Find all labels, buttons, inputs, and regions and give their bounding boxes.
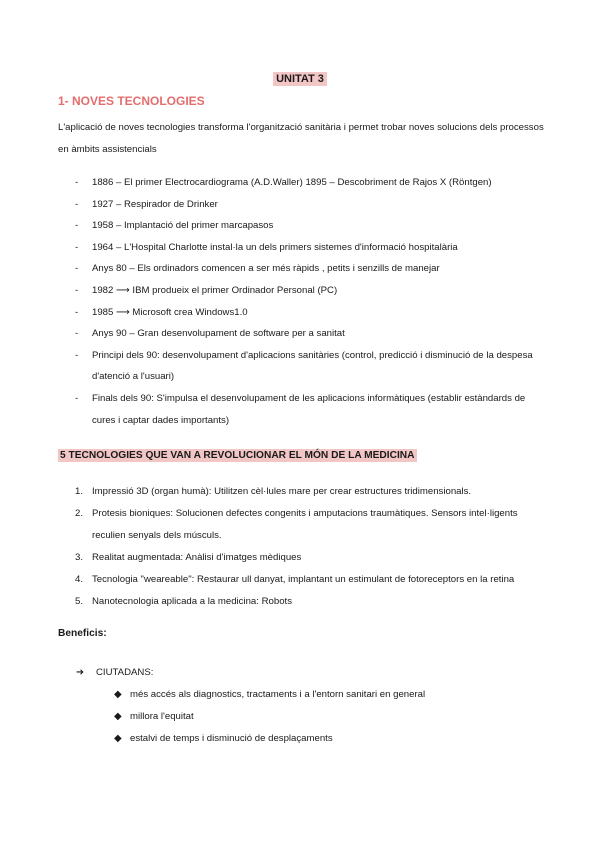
benefit-group-ciutadans bbox=[76, 663, 153, 683]
list-item: - 1886 – El primer Electrocardiograma (A.D.Waller) 1895 – Descobriment de Rajos X (Röntgen) bbox=[0, 172, 542, 194]
diamond-bullet-icon: ◆ bbox=[114, 689, 122, 700]
list-item: - 1964 – L'Hospital Charlotte instal·la un dels primers sistemes d'informació hospitalària bbox=[0, 237, 542, 259]
dash-bullet: - bbox=[75, 349, 79, 361]
item-number: 4. bbox=[75, 574, 84, 585]
intro-paragraph: L'aplicació de noves tecnologies transforma l'organització sanitària i permet trobar noves solucions dels processos en àmbits assistencials bbox=[58, 122, 544, 155]
dash-bullet: - bbox=[75, 241, 79, 253]
dash-bullet: - bbox=[75, 177, 79, 188]
list-item: 2. Protesis bioniques: Solucionen defectes congenits i amputacions traumàtiques. Sensors intel·ligents reculien senyals dels músculs. bbox=[0, 503, 542, 547]
list-item: 4. Tecnologia "weareable": Restaurar ull danyat, implantant un estimulant de fotoreceptors en la retina bbox=[0, 569, 542, 591]
diamond-bullet-icon: ◆ bbox=[114, 711, 122, 722]
dash-bullet: - bbox=[75, 328, 79, 340]
list-item: 1. Impressió 3D (organ humà): Utilitzen cèl·lules mare per crear estructures tridimensionals. bbox=[0, 481, 542, 503]
benefit-group-label: CIUTADANS: bbox=[96, 667, 154, 678]
page-title: UNITAT 3 bbox=[0, 73, 600, 85]
section-heading-noves-tecnologies: 1- NOVES TECNOLOGIES bbox=[58, 94, 205, 108]
list-item: - 1958 – Implantació del primer marcapasos bbox=[0, 215, 542, 237]
list-item: - Principi dels 90: desenvolupament d'aplicacions sanitàries (control, predicció i disminució de la despesa d'atenció a l'usuari) bbox=[0, 345, 542, 388]
technologies-list bbox=[0, 481, 600, 613]
list-item: 3. Realitat augmentada: Anàlisi d'imatges mèdiques bbox=[0, 547, 542, 569]
item-number: 5. bbox=[75, 596, 84, 607]
history-list bbox=[0, 172, 600, 431]
list-item: ◆ estalvi de temps i disminució de desplaçaments bbox=[0, 728, 600, 750]
arrow-right-icon: ➔ bbox=[76, 667, 85, 678]
list-item: ◆ millora l'equitat bbox=[0, 706, 600, 728]
dash-bullet: - bbox=[75, 263, 79, 275]
benefits-list bbox=[0, 684, 600, 750]
section-heading-5-tecnologies: 5 TECNOLOGIES QUE VAN A REVOLUCIONAR EL MÓN DE LA MEDICINA bbox=[60, 450, 415, 461]
item-number: 1. bbox=[75, 486, 84, 497]
list-item: - Finals dels 90: S'impulsa el desenvolupament de les aplicacions informàtiques (establir estàndards de cures i captar dades importants) bbox=[0, 388, 542, 431]
list-item: 5. Nanotecnologia aplicada a la medicina: Robots bbox=[0, 591, 542, 613]
dash-bullet: - bbox=[75, 284, 79, 296]
dash-bullet: - bbox=[75, 306, 79, 318]
list-item: - 1982 ⟶ IBM produeix el primer Ordinador Personal (PC) bbox=[0, 280, 542, 302]
list-item: - 1985 ⟶ Microsoft crea Windows1.0 bbox=[0, 302, 542, 324]
list-item: - 1927 – Respirador de Drinker bbox=[0, 194, 542, 216]
list-item: ◆ més accés als diagnostics, tractaments i a l'entorn sanitari en general bbox=[0, 684, 600, 706]
item-number: 3. bbox=[75, 552, 84, 563]
list-item: - Anys 80 – Els ordinadors comencen a ser més ràpids , petits i senzills de manejar bbox=[0, 258, 542, 280]
benefits-heading: Beneficis: bbox=[58, 628, 107, 639]
diamond-bullet-icon: ◆ bbox=[114, 733, 122, 744]
item-number: 2. bbox=[75, 508, 84, 519]
dash-bullet: - bbox=[75, 198, 79, 210]
dash-bullet: - bbox=[75, 220, 79, 232]
list-item: - Anys 90 – Gran desenvolupament de software per a sanitat bbox=[0, 323, 542, 345]
dash-bullet: - bbox=[75, 392, 79, 404]
